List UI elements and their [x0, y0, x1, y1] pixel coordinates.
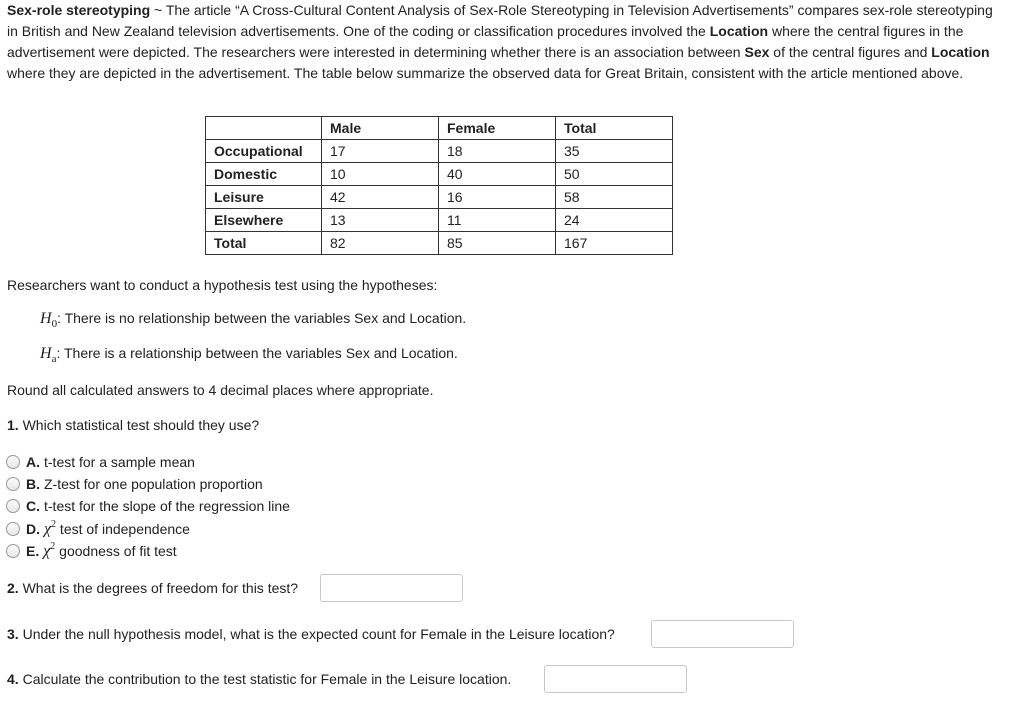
intro-text-4: where they are depicted in the advertisement. The table below summarize the observed data for Great Britain, consistent with the article mentioned above.: [7, 65, 964, 81]
cell-male: 13: [322, 209, 439, 232]
question-1: [7, 417, 259, 433]
contribution-input[interactable]: [544, 665, 687, 693]
cell-female: 40: [439, 163, 556, 186]
table-header-row: [206, 117, 673, 140]
option-c-text: t-test for the slope of the regression line: [44, 498, 290, 514]
ha-subscript: a: [51, 352, 57, 365]
row-label: Elsewhere: [206, 209, 322, 232]
option-b-text: Z-test for one population proportion: [44, 476, 263, 492]
table-row: [206, 186, 673, 209]
table-header-total: Total: [556, 117, 673, 140]
h0-subscript: 0: [51, 317, 58, 330]
intro-text-1: The article “A Cross-Cultural Content Analysis of Sex-Role Stereotyping in Television Advertisements” compares sex-role stereotyping in British and New Zealand television advertisements. One of the coding or classification procedures involved the: [7, 2, 993, 39]
alternative-hypothesis: [40, 345, 458, 365]
h0-text: : There is no relationship between the variables Sex and Location.: [57, 310, 467, 326]
table-row-total: [206, 232, 673, 255]
row-label: Total: [206, 232, 322, 255]
degrees-of-freedom-input[interactable]: [320, 574, 463, 602]
table-row: [206, 209, 673, 232]
option-e-text: goodness of fit test: [55, 543, 177, 559]
chi-superscript: 2: [50, 541, 56, 553]
question-1-text: Which statistical test should they use?: [18, 417, 260, 433]
question-3-text: Under the null hypothesis model, what is the expected count for Female in the Leisure location?: [18, 626, 615, 642]
option-b-radio[interactable]: [6, 477, 20, 491]
hypotheses-lead: Researchers want to conduct a hypothesis test using the hypotheses:: [7, 277, 438, 293]
question-2-number: 2.: [7, 580, 19, 596]
intro-bold-location: Location: [709, 23, 769, 39]
option-a[interactable]: [6, 452, 195, 472]
table-header-female: Female: [439, 117, 556, 140]
chi-superscript: 2: [51, 519, 57, 531]
intro-bold-sex: Sex: [744, 44, 770, 60]
table-row: [206, 140, 673, 163]
cell-male: 42: [322, 186, 439, 209]
ha-text: : There is a relationship between the variables Sex and Location.: [56, 345, 458, 361]
question-2-text: What is the degrees of freedom for this test?: [18, 580, 299, 596]
observed-data-table: [205, 116, 673, 255]
question-4-number: 4.: [7, 671, 19, 687]
table-header-corner: [206, 117, 322, 140]
cell-total: 167: [556, 232, 673, 255]
table-row: [206, 163, 673, 186]
cell-total: 24: [556, 209, 673, 232]
h0-symbol: H: [40, 310, 52, 327]
cell-male: 17: [322, 140, 439, 163]
chi-symbol: [44, 519, 56, 538]
ha-symbol: H: [40, 345, 52, 362]
option-b-letter: B.: [26, 476, 40, 492]
row-label: Domestic: [206, 163, 322, 186]
cell-male: 10: [322, 163, 439, 186]
cell-female: 85: [439, 232, 556, 255]
intro-text-3: of the central figures and: [769, 44, 932, 60]
rounding-note: Round all calculated answers to 4 decimal places where appropriate.: [7, 382, 434, 398]
null-hypothesis: [40, 310, 466, 330]
option-a-letter: A.: [26, 454, 40, 470]
row-label: Occupational: [206, 140, 322, 163]
title-dash: ~: [150, 2, 166, 18]
option-e-radio[interactable]: [6, 544, 20, 558]
cell-total: 35: [556, 140, 673, 163]
cell-total: 50: [556, 163, 673, 186]
cell-total: 58: [556, 186, 673, 209]
option-a-text: t-test for a sample mean: [44, 454, 195, 470]
chi-symbol: [43, 541, 55, 560]
chi-letter: χ: [43, 542, 51, 560]
problem-title: Sex-role stereotyping: [7, 2, 151, 18]
question-3-number: 3.: [7, 626, 19, 642]
cell-female: 18: [439, 140, 556, 163]
option-b[interactable]: [6, 474, 263, 494]
option-c-radio[interactable]: [6, 499, 20, 513]
problem-intro: [7, 0, 1007, 84]
question-3: [7, 626, 615, 642]
cell-female: 11: [439, 209, 556, 232]
intro-bold-location-2: Location: [931, 44, 990, 60]
option-c[interactable]: [6, 496, 290, 516]
question-4-text: Calculate the contribution to the test statistic for Female in the Leisure location.: [18, 671, 512, 687]
option-d[interactable]: [6, 519, 190, 539]
question-1-number: 1.: [7, 417, 19, 433]
cell-female: 16: [439, 186, 556, 209]
option-a-radio[interactable]: [6, 455, 20, 469]
option-d-letter: D.: [26, 521, 40, 537]
expected-count-input[interactable]: [651, 620, 794, 648]
question-2: [7, 580, 298, 596]
option-c-letter: C.: [26, 498, 40, 514]
option-e-letter: E.: [26, 543, 40, 559]
intro-text-2: where the central figures in the advertisement were depicted. The researchers were interested in determining whether there is an association between: [7, 23, 964, 60]
chi-letter: χ: [44, 520, 52, 538]
cell-male: 82: [322, 232, 439, 255]
option-d-text: test of independence: [56, 521, 190, 537]
row-label: Leisure: [206, 186, 322, 209]
option-d-radio[interactable]: [6, 522, 20, 536]
option-e[interactable]: [6, 541, 177, 561]
table-header-male: Male: [322, 117, 439, 140]
question-4: [7, 671, 511, 687]
